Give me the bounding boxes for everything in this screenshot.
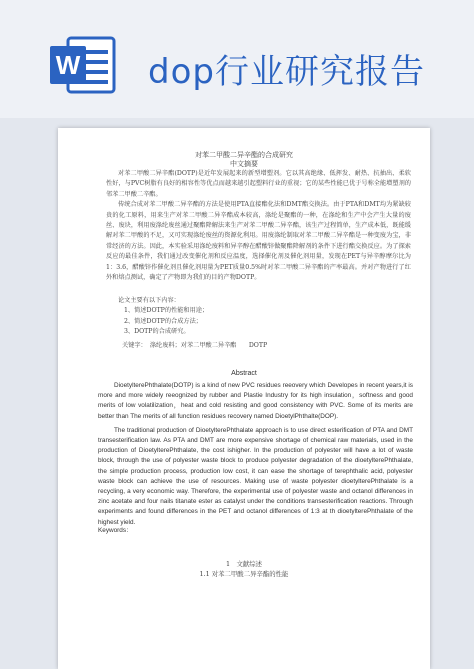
contents-list xyxy=(118,296,378,338)
chinese-keywords: 关键字： 涤纶废料；对苯二甲酸二异辛酯 DOTP xyxy=(122,342,268,349)
contents-intro: 论文主要有以下内容： xyxy=(118,297,180,304)
english-abstract-paragraph: DioetylterePhthalate(DOTP) is a kind of new PVC residues reeovery which Developes in recent years,it is more and more widely reeognized by rubber and Plastie Industry for its high insulation，softness and good merits of low volatilization，heat and cold resisting and good consistency with PVC. Some of its merits are better than The merits of all function residues recovery named DioetylPhthalte(DOP). xyxy=(98,382,413,420)
english-abstract xyxy=(98,381,413,532)
chinese-abstract-heading: 中文摘要 xyxy=(230,160,258,168)
banner xyxy=(0,0,474,118)
english-keywords: Keywords： xyxy=(98,527,133,534)
chinese-abstract-paragraph: 对苯二甲酸二异辛酯(DOTP)是近年发展起来的新型增塑剂。它以其高绝缘、低挥发、耐热、抗抽出、柔软性好，与PVC树脂有良好的相容性等优点而越来越引起塑料行业的重视；它的某些性能已优于号称全能增塑剂的邻苯二甲酸二辛酯。 xyxy=(106,170,411,198)
english-abstract-paragraph: The traditional production of DioetylterePhthalate approach is to use direct esterification of PTA and DMT transesterification law. As PTA and DMT are more expensive shortage of chemical raw materials, used in the production of DioetylterePhthalate, the cost ishigher. In the production of polyester will have a lot of waste block, through the use of polyester waste block to produce polyester degradation of the dioetylterePhthalate, the simple production process, production low cost, it can ease the shortage of terephthalic acid, polyester waste block can achieve the use of resources. Making use of waste polyester dioetylterePhthalate is a recycling, a very economic way. Therefore, the experimental use of polyester waste and octanol differences in zinc acetate and four nails titanate ester as catalyst under the conditions transesterification reactions. Through experiments and found differences in the PET and octanol differences of 1:3 at th dioetylterePhthalate of the highest yield. xyxy=(98,426,413,526)
english-abstract-heading: Abstract xyxy=(231,370,257,377)
section-heading: 1 文献综述 xyxy=(225,560,263,568)
chinese-abstract-paragraph: 传统合成对苯二甲酸二异辛酯的方法是使用PTA直接酯化法和DMT酯交换法。由于PTA和DMT均为紧缺较贵的化工原料，用来生产对苯二甲酸二异辛酯成本较高，涤纶是聚酯的一种，在涤纶和生产中会产生大量的废丝、废块，利用废涤纶废丝通过聚酯降解法来生产对苯二甲酸二异辛酯，该生产过程简单，生产成本低，既能缓解对苯二甲酸的不足，又可实现涤纶废丝的资源化利用。用废涤纶制取对苯二甲酸二异辛酯是一种变废为宝，非常经济的方法。因此，本实验采用涤纶废料和异辛醇在醋酸锌做聚酯降解剂的条件下进行酯交换反应。为了探索反应的最佳条件，我们通过改变催化剂和反应温度，选择催化剂及催化剂用量，发现在PET与异辛醇摩尔比为1：3.6，醋酸锌作催化剂且催化剂用量为PET质量0.5%时对苯二甲酸二异辛酯的产率最高。并对产物进行了红外和熔点测试，确定了产物即为我们的目的产物DOTP。 xyxy=(106,201,411,282)
contents-item: 2、简述DOTP的合成方法； xyxy=(124,317,202,325)
document-page xyxy=(58,128,430,669)
document-title: 对苯二甲酸二异辛酯的合成研究 xyxy=(195,151,293,159)
svg-text:W: W xyxy=(55,50,81,80)
subsection-heading: 1.1 对苯二甲酸二异辛酯的性能 xyxy=(199,570,289,578)
chinese-abstract xyxy=(106,169,411,283)
word-doc-icon xyxy=(48,34,116,96)
contents-item: 1、简述DOTP的性能和用途； xyxy=(124,307,209,315)
banner-title: dop行业研究报告 xyxy=(148,52,425,92)
contents-item: 3、DOTP的合成研究。 xyxy=(124,328,190,336)
